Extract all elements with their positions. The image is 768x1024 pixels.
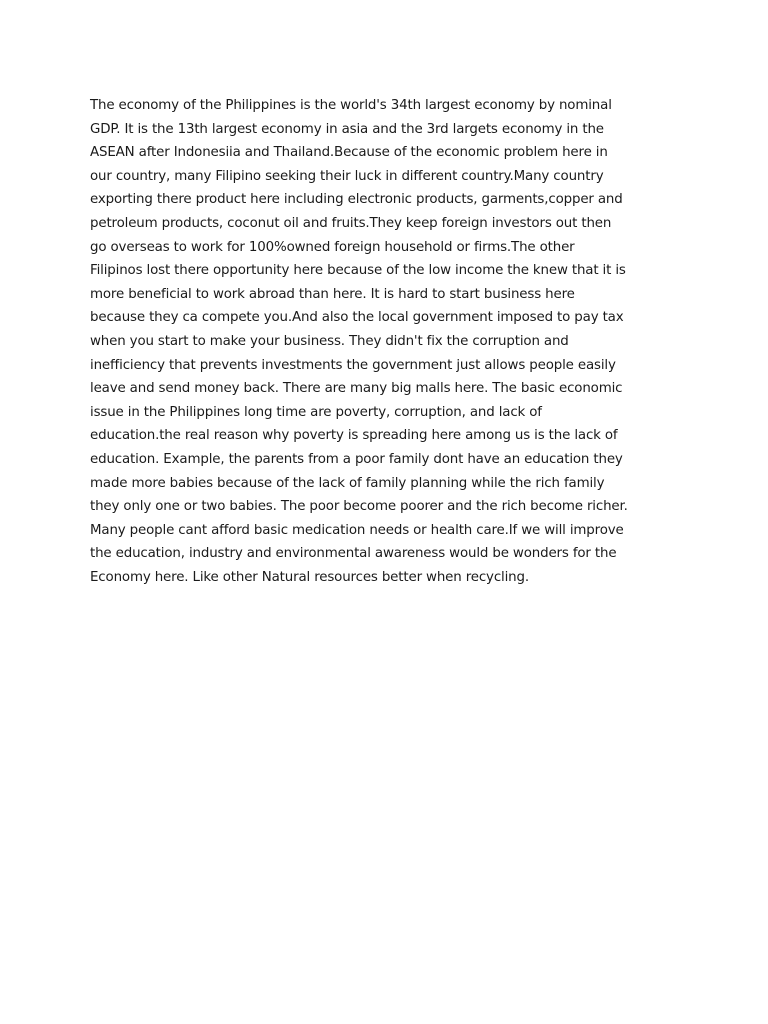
paragraph-line: Economy here. Like other Natural resources better when recycling. <box>90 569 529 585</box>
paragraph-line: The economy of the Philippines is the world's 34th largest economy by nominal <box>90 98 612 113</box>
paragraph-line: the education, industry and environmental awareness would be wonders for the <box>90 546 617 562</box>
body-paragraph <box>90 94 690 589</box>
paragraph-line: exporting there product here including electronic products, garments,copper and <box>90 192 623 208</box>
paragraph-line: GDP. It is the 13th largest economy in asia and the 3rd largets economy in the <box>90 121 604 137</box>
paragraph-line: they only one or two babies. The poor become poorer and the rich become richer. <box>90 499 628 515</box>
paragraph-line: made more babies because of the lack of family planning while the rich family <box>90 475 605 491</box>
paragraph-line: leave and send money back. There are many big malls here. The basic economic <box>90 381 623 397</box>
paragraph-line: issue in the Philippines long time are poverty, corruption, and lack of <box>90 404 542 420</box>
paragraph-line: go overseas to work for 100%owned foreign household or firms.The other <box>90 239 575 255</box>
paragraph-line: ASEAN after Indonesiia and Thailand.Because of the economic problem here in <box>90 145 608 161</box>
paragraph-line: when you start to make your business. They didn't fix the corruption and <box>90 333 569 349</box>
paragraph-line: because they ca compete you.And also the local government imposed to pay tax <box>90 310 624 326</box>
paragraph-line: Many people cant afford basic medication needs or health care.If we will improve <box>90 522 624 538</box>
paragraph-line: more beneficial to work abroad than here. It is hard to start business here <box>90 286 575 302</box>
paragraph-line: education.the real reason why poverty is spreading here among us is the lack of <box>90 428 618 444</box>
paragraph-line: education. Example, the parents from a poor family dont have an education they <box>90 451 623 467</box>
paragraph-line: petroleum products, coconut oil and fruits.They keep foreign investors out then <box>90 215 612 231</box>
paragraph-line: inefficiency that prevents investments the government just allows people easily <box>90 357 616 373</box>
paragraph-line: our country, many Filipino seeking their luck in different country.Many country <box>90 168 604 184</box>
paragraph-line: Filipinos lost there opportunity here because of the low income the knew that it is <box>90 263 626 279</box>
